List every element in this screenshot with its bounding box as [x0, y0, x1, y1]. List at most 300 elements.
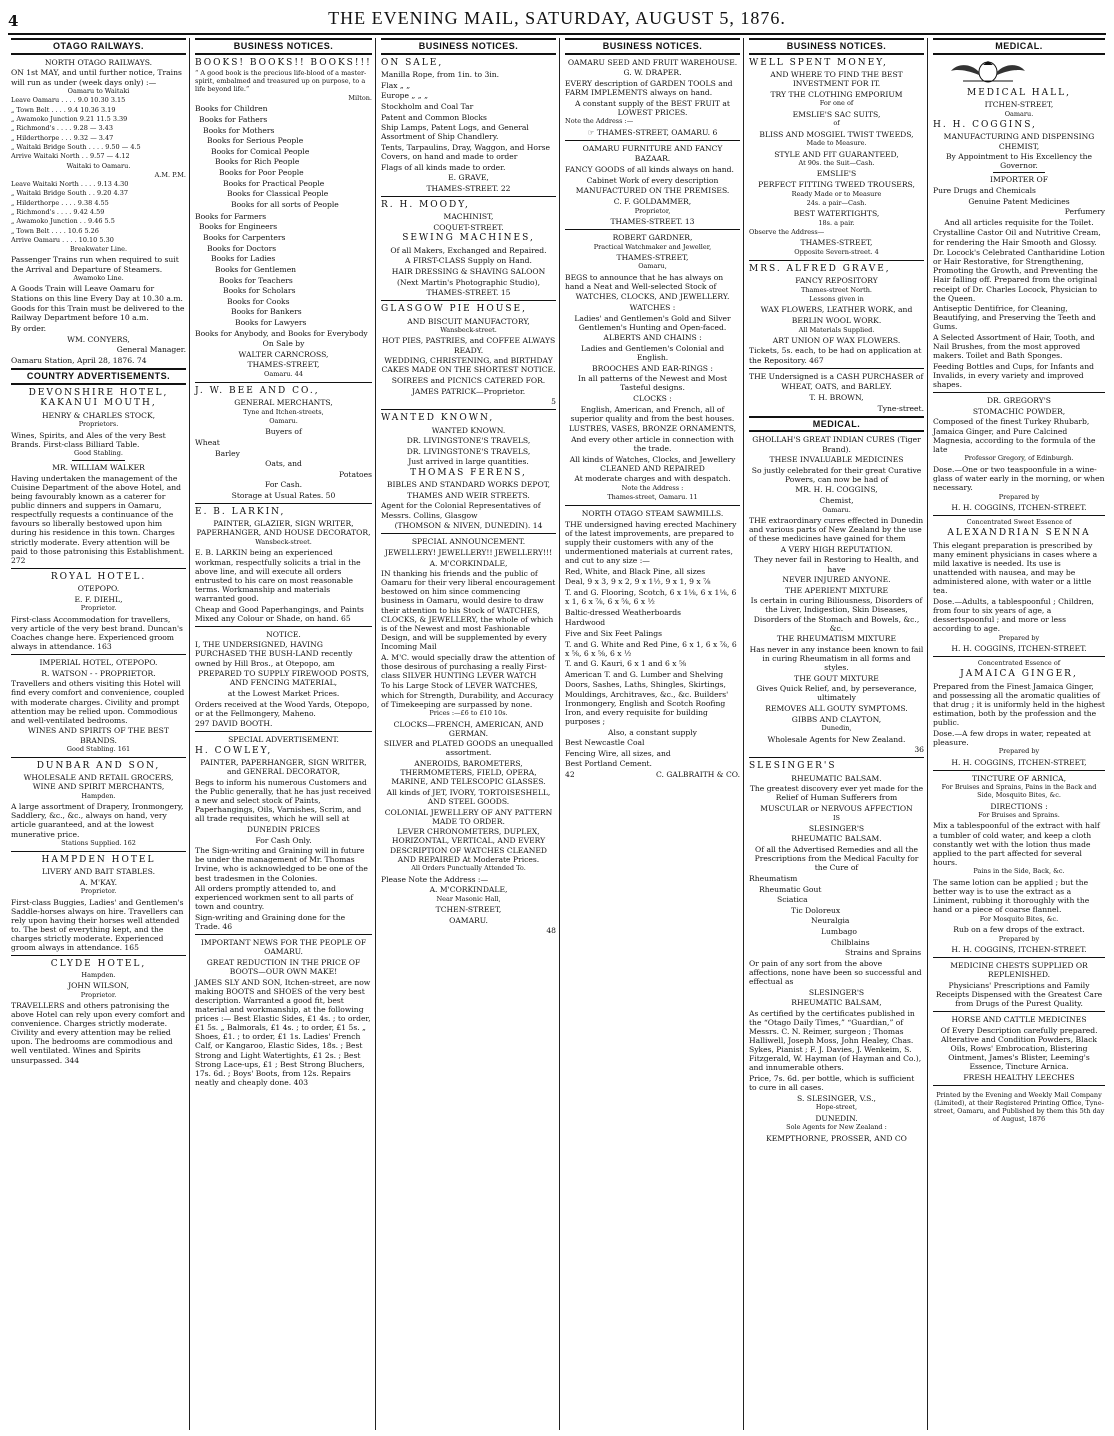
ad-fancy-bazaar	[565, 144, 740, 226]
ad-seed-warehouse	[565, 58, 740, 137]
ad-street: Hope-street,	[815, 1103, 858, 1112]
section-header: OTAGO RAILWAYS.	[11, 38, 186, 55]
ad-gardner	[565, 233, 740, 502]
ad-body: First-class Buggies, Ladies' and Gentlemen's Saddle-horses always on hire. Travellers can rely upon having their horses well attended to. The best of everything kept, and the charges strictly moderate. Experienced groom always in attendance. 165	[11, 897, 184, 953]
ad-body: All Materials Supplied.	[798, 325, 875, 334]
ad-title: ROYAL HOTEL.	[50, 571, 147, 582]
ad-place: Oamaru. 44	[264, 370, 303, 379]
ad-body: By Appointment to His Excellency the Governor.	[945, 152, 1093, 171]
timetable-back	[11, 172, 186, 245]
ad-body: Is certain in curing Biliousness, Disorders of the Liver, Indigestion, Skin Diseases, Disorders of the Stomach and Bowels, &c., &c.	[750, 596, 923, 633]
list-item: Manilla Rope, from 1in. to 3in.	[381, 70, 500, 80]
ad-place: Dunedin,	[821, 724, 852, 733]
ad-owner: THOMAS FERENS,	[410, 467, 527, 478]
ad-subhead: Concentrated Essence of	[977, 659, 1061, 668]
ad-body: Made to Measure.	[806, 139, 867, 148]
ad-body: Good Stabling.	[74, 449, 123, 458]
list-item: Crystalline Castor Oil and Nutritive Cream, for rendering the Hair Smooth and Glossy.	[933, 228, 1101, 247]
divider	[381, 533, 556, 534]
ad-body: A. M'C. would specially draw the attention of those desirous of purchasing a really First-class SILVER HUNTING LEVER WATCH	[381, 652, 555, 680]
ad-slesinger-balsam	[749, 761, 924, 1142]
ad-title: R. H. MOODY,	[381, 199, 470, 210]
timetable-out	[11, 97, 186, 161]
list-item: Europe „ „ „	[381, 91, 429, 101]
list-item: Books for Bankers	[231, 307, 302, 317]
divider	[381, 300, 556, 301]
list-item: Books for Scholars	[223, 286, 296, 296]
ad-subtitle: BAZAAR.	[634, 154, 671, 164]
ad-body: Buyers of	[265, 427, 302, 437]
list-item: American T. and G. Lumber and Shelving	[565, 669, 724, 679]
ad-body: 18s. a pair.	[818, 218, 855, 227]
line-title: Breakwater Line.	[69, 245, 128, 254]
list-item: Strains and Sprains	[845, 948, 922, 958]
ad-subtitle: STOMACHIC POWDER,	[972, 406, 1066, 416]
ad-body: For Cash.	[264, 480, 302, 490]
timetable-row: „ Town Belt . . . . 9.4 10.36 3.19	[11, 105, 116, 114]
section-header: BUSINESS NOTICES.	[381, 38, 556, 55]
ad-body: JAMES SLY AND SON, Itchen-street, are now making BOOTS and SHOES of the very best description. Warranted a good fit, best material and workmanship, at the following prices :— Best Elastic Sides, £1 4s. ; to order, £1 5s. „ Balmorals, £1 4s. ; to order, £1 5s. „ Shoes, £1. ; to order, £1 1s. Ladies' French Calf, or Kangaroo, Elastic Sides, 18s. ; Best Strong and Light Watertights, £1 2s. ; Best Strong Lace-ups, £1 ; Best Strong Bluchers, 17s. 6d. ; Boys' Boots, from 12s. Repairs neatly and cheaply done. 403	[195, 977, 371, 1087]
ad-body: For one of	[819, 99, 854, 108]
ad-body: (THOMSON & NIVEN, DUNEDIN). 14	[394, 521, 543, 531]
list-item: Patent and Common Blocks	[381, 112, 487, 122]
list-item: Books for Doctors	[207, 243, 277, 253]
ad-body: THE extraordinary cures effected in Dunedin and various parts of New Zealand by the use of these medicines have gained for them	[749, 516, 924, 544]
ad-body: SILVER and PLATED GOODS an unequalled assortment.	[383, 739, 554, 758]
ad-body: DR. LIVINGSTONE'S TRAVELS,	[406, 446, 531, 456]
ad-subtitle: GREAT REDUCTION IN THE PRICE OF BOOTS—OUR OWN MAKE!	[206, 957, 361, 977]
divider	[565, 505, 740, 506]
ad-place: Hampden.	[81, 791, 116, 800]
ad-number: 48	[546, 926, 556, 936]
ad-body: I, THE UNDERSIGNED, HAVING PURCHASED THE BUSH-LAND recently owned by Hill Bros., at Otepopo, am	[195, 640, 353, 668]
ad-date: Oamaru Station, April 28, 1876. 74	[11, 355, 147, 365]
ad-body: Perfumery	[1064, 207, 1105, 217]
ad-body: Pure Drugs and Chemicals	[933, 185, 1036, 195]
masthead-rule	[8, 33, 1106, 35]
divider	[933, 515, 1105, 516]
ad-owner: A. M'CORKINDALE,	[429, 558, 508, 568]
divider	[749, 260, 924, 261]
ad-body: At 90s. the Suit—Cash.	[798, 159, 875, 168]
list-item: Ship Lamps, Patent Logs, and General Assortment of Ship Chandlery.	[381, 123, 529, 142]
ad-body: This elegant preparation is prescribed by many eminent physicians in cases where a mild laxative is needed. Its use is unattended with nausea, and may be administered alone, with water or a little tea.	[933, 540, 1098, 596]
ad-title: H. COWLEY,	[195, 745, 273, 756]
timetable-row: „ Hilderthorpe . . . . 9.38 4.55	[11, 198, 109, 207]
ad-body: Wines, Spirits, and Ales of the very Best Brands. First-class Billiard Table.	[11, 430, 166, 449]
ad-notice-booth	[195, 630, 372, 729]
ad-title: IMPORTANT NEWS FOR THE PEOPLE OF OAMARU.	[200, 938, 367, 957]
ad-imperial-hotel	[11, 658, 186, 754]
ad-title: E. B. LARKIN,	[195, 507, 286, 518]
ad-body: BEST WATERTIGHTS,	[793, 209, 880, 219]
ad-body: BIBLES AND STANDARD WORKS DEPOT,	[386, 480, 551, 490]
ad-subtitle: MACHINIST,	[443, 212, 494, 222]
ad-body: THE undersigned having erected Machinery of the latest improvements, are prepared to supply their customers with any of the undermentioned materials at current rates, and cut to any size :—	[565, 519, 737, 566]
ad-subtitle: LIVERY AND BAIT STABLES.	[41, 867, 155, 877]
ad-subhead: THE APERIENT MIXTURE	[784, 585, 889, 595]
ad-footer	[565, 770, 740, 779]
ad-body: HAIR DRESSING & SHAVING SALOON	[391, 266, 546, 276]
ad-clyde-hotel	[11, 959, 186, 1064]
ad-body: English, American, and French, all of superior quality and from the best houses.	[570, 404, 735, 423]
signature: H. H. COGGINS, ITCHEN-STREET.	[951, 502, 1087, 512]
list-item: Chilblains	[831, 937, 870, 947]
ad-body: at the Lowest Market Prices.	[227, 688, 340, 698]
ad-body: HOT PIES, PASTRIES, and COFFEE ALWAYS READY.	[381, 336, 556, 355]
ad-title: BOOKS! BOOKS!! BOOKS!!!	[195, 57, 372, 68]
list-item: Books for Fathers	[199, 114, 268, 124]
ad-body: Good Stabling. 161	[66, 745, 131, 754]
ad-subtitle: JEWELLERY! JEWELLERY!! JEWELLERY!!!	[384, 547, 553, 557]
list-item: Neuralgia	[811, 916, 850, 926]
ad-street: Thames-street North.	[801, 285, 872, 294]
ad-title: MEDICAL HALL,	[967, 87, 1071, 98]
divider	[933, 1085, 1105, 1086]
ad-sly-and-son	[195, 938, 372, 1087]
ad-subhead: CLOCKS :	[633, 394, 672, 404]
ad-title: DR. GREGORY'S	[986, 396, 1052, 406]
ad-body: Orders received at the Wood Yards, Otepopo, or at the Fellmongery, Maheno.	[195, 699, 370, 718]
ad-body: At moderate charges and with despatch.	[574, 474, 731, 484]
ad-body: By order.	[11, 323, 47, 333]
ad-body: ART UNION OF WAX FLOWERS.	[772, 335, 901, 345]
ad-title: IMPERIAL HOTEL, OTEPOPO.	[39, 658, 158, 668]
ad-medicine-chests	[933, 961, 1105, 1008]
ad-title: NOTICE.	[266, 629, 301, 639]
ad-body: BLISS AND MOSGIEL TWIST TWEEDS,	[759, 129, 914, 139]
list-item: Feeding Bottles and Cups, for Infants and Invalids, in every variety and improved shapes.	[933, 361, 1094, 390]
divider	[72, 460, 125, 461]
signature: 297 DAVID BOOTH.	[195, 719, 273, 729]
ad-body: BEGS to announce that he has always on hand a Neat and Well-selected Stock of	[565, 272, 724, 291]
ad-street: Near Masonic Hall,	[436, 894, 501, 903]
list-item: Dr. Locock's Celebrated Cantharidine Lotion or Hair Restorative, for Strengthening, Promoting the Growth, and Preventing the Hair falling off. Prepared from the original receipt of Dr. Charles Locock, Physician to the Queen.	[933, 248, 1105, 303]
ad-street: THAMES-STREET. 15	[426, 288, 511, 298]
ad-body: The same lotion can be applied ; but the better way is to use the extract as a Liniment, rubbing it thoroughly with the hand or a piece of coarse flannel.	[933, 877, 1090, 915]
ad-owner: E. F. DIEHL,	[74, 594, 123, 604]
ad-hampden-hotel	[11, 855, 186, 952]
list-item: Books for Teachers	[219, 275, 293, 285]
ad-body: WHEAT, OATS, and BARLEY.	[781, 382, 892, 392]
list-item: Rheumatism	[749, 873, 798, 883]
ad-body: Prepared by	[998, 747, 1040, 756]
list-item: T. and G. Flooring, Scotch, 6 x 1⅛, 6 x 1⅛, 6 x 1, 6 x ⅞, 6 x ⅝, 6 x ½	[565, 588, 737, 607]
signature: S. SLESINGER, V.S.,	[797, 1093, 876, 1103]
ad-body: Ladies and Gentlemen's Colonial and English.	[580, 344, 725, 363]
ad-title: SLESINGER'S	[749, 761, 837, 772]
ad-title: CLYDE HOTEL,	[50, 959, 147, 970]
list-item: Deal, 9 x 3, 9 x 2, 9 x 1½, 9 x 1, 9 x ⅞	[565, 577, 711, 587]
ad-subhead: DIRECTIONS :	[990, 801, 1048, 811]
list-item: Flags of all kinds made to order.	[381, 162, 506, 172]
ad-well-spent-money	[749, 58, 924, 257]
list-item: Stockholm and Coal Tar	[381, 101, 474, 111]
divider	[195, 503, 372, 504]
timetable-row: Arrive Oamaru . . . . 10.10 5.30	[11, 235, 114, 244]
ad-body: Rub on a few drops of the extract.	[953, 924, 1085, 934]
ad-body: Composed of the finest Turkey Rhubarb, Jamaica Ginger, and Pure Calcined Magnesia, according to the formula of the late	[933, 417, 1096, 454]
list-item: Books for Rich People	[215, 157, 300, 167]
ad-role: Proprietor.	[80, 604, 117, 613]
printer-imprint: Printed by the Evening and Weekly Mail Company (Limited), at their Registered Printing Office, Tyne-street, Oamaru, and Published by them this 5th day of August, 1876	[933, 1091, 1105, 1123]
section-header: BUSINESS NOTICES.	[749, 38, 924, 55]
ad-body: RHEUMATIC BALSAM,	[791, 998, 882, 1008]
column-business-notices-4	[746, 38, 928, 1430]
ad-body: The greatest discovery ever yet made for the Relief of Human Sufferers from	[749, 784, 924, 803]
ad-wanted-known	[381, 413, 556, 530]
list-item: Sciatica	[777, 895, 808, 905]
list-item: Best Newcastle Coal	[565, 738, 645, 748]
ad-subtitle: For Bruises and Sprains, Pains in the Back and Side, Mosquito Bites, &c.	[941, 783, 1097, 800]
ad-body: 24s. a pair—Cash.	[806, 198, 867, 207]
timetable-row: „ Hilderthorpe . . . 9.32 — 3.47	[11, 133, 114, 142]
ad-body: Storage at Usual Rates. 50	[231, 490, 336, 500]
list-item: Books for Lawyers	[235, 317, 307, 327]
ad-title: MEDICINE CHESTS SUPPLIED OR REPLENISHED.	[950, 961, 1088, 980]
ad-subhead: THE GOUT MIXTURE	[794, 673, 879, 683]
royal-coat-of-arms-icon	[933, 61, 1043, 83]
divider	[933, 392, 1105, 393]
ad-body: Stations Supplied. 162	[61, 839, 136, 848]
ad-body: All Orders Punctually Attended To.	[411, 864, 526, 873]
ad-body: DUNEDIN PRICES	[246, 825, 321, 835]
ad-body: Cabinet Work of every description	[586, 175, 719, 185]
ad-ghollah-cures	[749, 435, 924, 754]
ad-title: DEVONSHIRE HOTEL, KAKANUI MOUTH,	[28, 387, 169, 409]
timetable-row: „ Awamoko Junction 9.21 11.5 3.39	[11, 115, 128, 124]
ad-body: Barley	[215, 448, 240, 458]
timetable-row: Arrive Waitaki North . . 9.57 — 4.12	[11, 152, 130, 161]
ad-brown	[749, 372, 924, 413]
ad-owner: A. M'KAY.	[79, 877, 118, 887]
ad-body: WINES AND SPIRITS OF THE BEST BRANDS.	[28, 726, 169, 745]
ad-body: ON 1st MAY, and until further notice, Trains will run as under (week days only) :—	[11, 68, 182, 87]
ad-subhead: For Mosquito Bites, &c.	[979, 914, 1059, 923]
ad-jamaica-ginger	[933, 660, 1105, 767]
ad-title: MR. WILLIAM WALKER	[52, 463, 145, 473]
list-item: Books for Poor People	[219, 167, 304, 177]
ad-body: Goods for this Train must be delivered to the Railway Department before 10 a.m.	[11, 304, 185, 323]
ad-title: ROBERT GARDNER,	[612, 232, 693, 242]
ad-body: Note the Address :—	[565, 117, 634, 126]
ad-body: Has never in any instance been known to fail in curing Rheumatism in all forms and styles.	[749, 644, 924, 673]
ad-title: WANTED KNOWN,	[381, 413, 495, 424]
signature: T. H. BROWN,	[809, 392, 864, 402]
ad-body: Books for Anybody, and Books for Everybody	[195, 328, 368, 338]
ad-street: Tyne and Itchen-streets,	[243, 407, 324, 416]
ad-subtitle: Practical Watchmaker and Jeweller,	[593, 242, 712, 251]
list-item: Tents, Tarpaulins, Dray, Waggon, and Horse Covers, on hand and made to order	[381, 142, 550, 161]
page-number: 4	[8, 12, 19, 30]
ad-dunbar-and-son	[11, 761, 186, 848]
ad-body: A Goods Train will Leave Oamaru for Stations on this line Every Day at 10.30 a.m.	[11, 284, 183, 303]
list-item: Red, White, and Black Pine, all sizes	[565, 566, 706, 576]
list-item: Lumbago	[821, 926, 857, 936]
ad-body: Lessons given in	[809, 295, 864, 304]
list-item: Books for Carpenters	[203, 233, 286, 243]
ad-body: TRAVELLERS and others patronising the above Hotel can rely upon every comfort and convenience. Charges strictly moderate. Civility and every attention may be relied upon. The bedrooms are commodious and well ventilated. Wines and Spirits unsurpassed. 344	[11, 1000, 186, 1065]
ad-title: SPECIAL ANNOUNCEMENT.	[411, 537, 526, 547]
list-item: Rheumatic Gout	[759, 884, 822, 894]
ad-mrs-grave	[749, 264, 924, 365]
ad-body: They never fail in Restoring to Health, and have	[754, 555, 919, 574]
ad-owner: R. WATSON - - PROPRIETOR.	[41, 668, 156, 678]
divider	[933, 770, 1105, 771]
ad-subtitle: FANCY REPOSITORY	[795, 276, 878, 286]
divider	[993, 172, 1045, 173]
ad-title: MRS. ALFRED GRAVE,	[749, 263, 891, 274]
ad-body: Oats, and	[265, 459, 302, 469]
ad-owner: WALTER CARNCROSS,	[238, 349, 329, 359]
column-otago-railways	[8, 38, 190, 1430]
ad-cowley	[195, 735, 372, 931]
ad-moody	[381, 200, 556, 297]
ad-number: 42	[565, 769, 575, 779]
timetable-row: „ Waitaki Bridge South . . . . 9.50 — 4.5	[11, 142, 141, 151]
ad-body: TRY THE CLOTHING EMPORIUM	[770, 89, 903, 99]
divider	[381, 196, 556, 197]
timetable-row: Leave Oamaru . . . . 9.0 10.30 3.15	[11, 96, 126, 105]
ad-body: Of Every Description carefully prepared. Alterative and Condition Powders, Black Oils, Rows' Embrocation, Blistering Ointment, James's Blister, Leeming's Essence, Tincture Arnica.	[940, 1025, 1098, 1072]
ad-subtitle: AND BISCUIT MANUFACTORY,	[407, 316, 530, 326]
ad-street: Opposite Severn-street. 4	[794, 248, 879, 257]
ad-title: OAMARU FURNITURE AND FANCY	[582, 143, 723, 153]
ad-street: Tyne-street.	[877, 403, 924, 413]
ad-place: Hampden.	[81, 970, 116, 979]
ad-title: J. W. BEE AND CO.,	[195, 385, 320, 396]
ad-place: OTEPOPO.	[77, 584, 120, 594]
ad-body: NEVER INJURED ANYONE.	[782, 575, 891, 585]
ad-body: Dose.—One or two teaspoonfule in a wine-glass of water early in the morning, or when necessary.	[933, 464, 1105, 492]
ad-subhead: For Bruises and Sprains.	[978, 811, 1060, 820]
list-item: Flax „ „	[381, 80, 411, 90]
ad-body: ANEROIDS, BAROMETERS, THERMOMETERS, FIELD, OPERA, MARINE, AND TELESCOPIC GLASSES.	[391, 759, 546, 787]
ad-body: BERLIN WOOL WORK.	[791, 315, 882, 325]
ad-title: WELL SPENT MONEY,	[749, 57, 888, 68]
list-item: T. and G. White and Red Pine, 6 x 1, 6 x ⅞, 6 x ⅝, 6 x ⅝, 6 x ½	[565, 639, 737, 658]
ad-body: Prepared from the Finest Jamaica Ginger, and possessing all the aromatic qualities of that drug ; it is uniformly held in the highest estimation, both by the profession and the public.	[933, 681, 1105, 728]
ad-body: And every other article in connection with the trade.	[571, 434, 734, 454]
ad-street: THAMES-STREET. 22	[426, 183, 511, 193]
signature: A. M'CORKINDALE,	[429, 885, 508, 895]
ad-title: NORTH OTAGO RAILWAYS.	[44, 57, 153, 67]
ad-on-sale-grave	[381, 58, 556, 193]
ad-role: MANUFACTURING AND DISPENSING CHEMIST,	[943, 132, 1095, 151]
ad-body: Ready Made or to Measure	[791, 189, 882, 198]
divider	[749, 757, 924, 758]
ad-role: Proprietors.	[78, 420, 119, 429]
ad-title: SPECIAL ADVERTISEMENT.	[228, 735, 339, 745]
ad-place: DUNEDIN.	[815, 1113, 858, 1123]
ad-body: IS	[832, 813, 841, 822]
section-header: COUNTRY ADVERTISEMENTS.	[11, 368, 186, 385]
ad-body: Sign-writing and Graining done for the Trade. 46	[195, 913, 346, 932]
column-business-notices-1	[192, 38, 376, 1430]
ad-body: Prepared by	[998, 934, 1040, 943]
ad-body: As certified by the certificates published in the “Otago Daily Times,” “Guardian,” of Messrs. C. N. Reimer, surgeon ; Thomas Halliwell, Joseph Moss, John Healey, Chas. Sykes, Pianist ; F. J. Davies, J. Wenkeim, S. Fitzgerald, W. Hayman (of Hayman and Co.), and innumerable others.	[749, 1008, 922, 1073]
ad-place: OAMARU.	[449, 915, 488, 925]
divider	[933, 1011, 1105, 1012]
ad-body: Dose.—A few drops in water, repeated at pleasure.	[933, 728, 1091, 747]
ad-subhead: Pains in the Side, Back, &c.	[973, 867, 1065, 876]
ad-bee-and-co	[195, 386, 372, 500]
divider	[195, 934, 372, 935]
section-header: BUSINESS NOTICES.	[565, 38, 740, 55]
ad-devonshire-hotel	[11, 388, 186, 565]
ad-number: 36	[914, 745, 924, 755]
ad-owner: HENRY & CHARLES STOCK,	[41, 410, 156, 420]
list-item: Books for Engineers	[199, 222, 278, 232]
ad-body: Wholesale Agents for New Zealand.	[767, 734, 906, 744]
ad-street: COQUET-STREET.	[433, 222, 504, 232]
timetable-row: A.M. P.M.	[154, 170, 186, 179]
timetable-row: „ Town Belt . . . . 10.6 5.26	[11, 226, 99, 235]
ad-subhead: THE RHEUMATISM MIXTURE	[776, 634, 897, 644]
ad-subhead: ALBERTS AND CHAINS :	[603, 333, 702, 343]
ad-body: Physicians' Prescriptions and Family Receipts Dispensed with the Greatest Care from Drugs of the Purest Quality.	[935, 980, 1103, 1008]
ad-body: THE Undersigned is a CASH PURCHASER of	[749, 371, 924, 381]
list-item: Doors, Sashes, Laths, Shingles, Skirtings, Mouldings, Architraves, &c., &c. Builders' Ironmongery, English and Scotch Roofing Iron, and every requisite for building purposes ;	[565, 680, 729, 726]
ad-body: COLONIAL JEWELLERY OF ANY PATTERN MADE TO ORDER.	[384, 807, 553, 826]
ad-street: THAMES-STREET,	[800, 238, 873, 248]
list-item: Books for Ladies	[211, 254, 276, 264]
ad-railways	[11, 58, 186, 365]
ad-body: EMSLIE'S	[816, 169, 857, 179]
ad-body: CLOCKS—FRENCH, AMERICAN, AND GERMAN.	[393, 719, 544, 738]
ad-body: Begs to inform his numerous Customers and the Public generally, that he has just received a new and select stock of Paints, Paperhangings, Oils, Varnishes, Scrim, and all trade requisites, which he will sell at	[195, 777, 372, 824]
ad-body: STYLE AND FIT GUARANTEED,	[774, 149, 899, 159]
ad-subhead: Concentrated Sweet Essence of	[966, 517, 1072, 526]
ad-body: PERFECT FITTING TWEED TROUSERS,	[758, 180, 915, 190]
ad-body: Of all the Advertised Remedies and all the Prescriptions from the Medical Faculty for the Cure of	[754, 845, 919, 873]
section-header: MEDICAL.	[749, 416, 924, 433]
ad-body: IN thanking his friends and the public of Oamaru for their very liberal encouragement bestowed on him since commencing business in Oamaru, would desire to draw their attention to his Stock of WATCHES, CLOCKS, & JEWELLERY, the whole of which is of the Newest and most Fashionable Design, and will be supplemented by every Incoming Mail	[381, 569, 556, 652]
ad-title: NORTH OTAGO STEAM SAWMILLS.	[581, 509, 724, 519]
divider	[11, 851, 186, 852]
ad-body: Or pain of any sort from the above affections, none have been so successful and effectual as	[749, 958, 922, 986]
signature: JAMES PATRICK—Proprietor.	[411, 386, 526, 396]
divider	[11, 654, 186, 655]
divider	[565, 140, 740, 141]
ad-subtitle: WANTED KNOWN.	[431, 425, 506, 435]
divider	[195, 382, 372, 383]
ad-body: EMSLIE'S SAC SUITS,	[792, 109, 881, 119]
section-header: MEDICAL.	[933, 38, 1105, 55]
ad-body: So justly celebrated for their great Curative Powers, can now be had of	[751, 465, 922, 484]
list-item: Books for Mothers	[203, 125, 275, 135]
ad-body: EVERY description of GARDEN TOOLS and FARM IMPLEMENTS always on hand.	[565, 79, 733, 98]
ad-body: Travellers and others visiting this Hotel will find every comfort and convenience, coupled with moderate charges. Civility and prompt attention may be relied upon. Commodious and well-ventilated bedrooms.	[11, 679, 185, 725]
ad-glasgow-pie-house	[381, 304, 556, 406]
ad-body: Cheap and Good Paperhangings, and Paints Mixed any Colour or Shade, on hand. 65	[195, 604, 364, 623]
ad-body: Having undertaken the management of the Cuisine Department of the above Hotel, and being favourably known as a caterer for public dinners and suppers in Oamaru, respectfully requests a continuance of the favours so liberally bestowed upon him during his residence in this town. Charges strictly moderate. Every attention will be paid to those patronising this Establishment. 272	[11, 473, 185, 565]
list-item: T. and G. Kauri, 6 x 1 and 6 x ⅝	[565, 659, 687, 669]
ad-body: Please Note the Address :—	[381, 874, 489, 884]
ad-body: SLESINGER'S	[808, 987, 865, 997]
ad-body: Potatoes	[339, 469, 372, 479]
divider	[11, 955, 186, 956]
list-item: Best Portland Cement.	[565, 759, 652, 769]
ad-body: A large assortment of Drapery, Ironmongery, Saddlery, &c., &c., always on hand, very article guaranteed, and at the lowest munerative price.	[11, 802, 184, 839]
ad-street: THAMES AND WEIR STREETS.	[407, 490, 530, 500]
ad-street: ITCHEN-STREET,	[984, 100, 1054, 110]
ad-body: (Next Martin's Photographic Studio),	[397, 277, 540, 287]
timetable-row: „ Awamoko Junction . . 9.46 5.5	[11, 217, 115, 226]
ad-title: GHOLLAH'S GREAT INDIAN CURES (Tiger Brand).	[752, 435, 921, 454]
divider	[195, 626, 372, 627]
ad-body: Genuine Patent Medicines	[968, 196, 1070, 206]
